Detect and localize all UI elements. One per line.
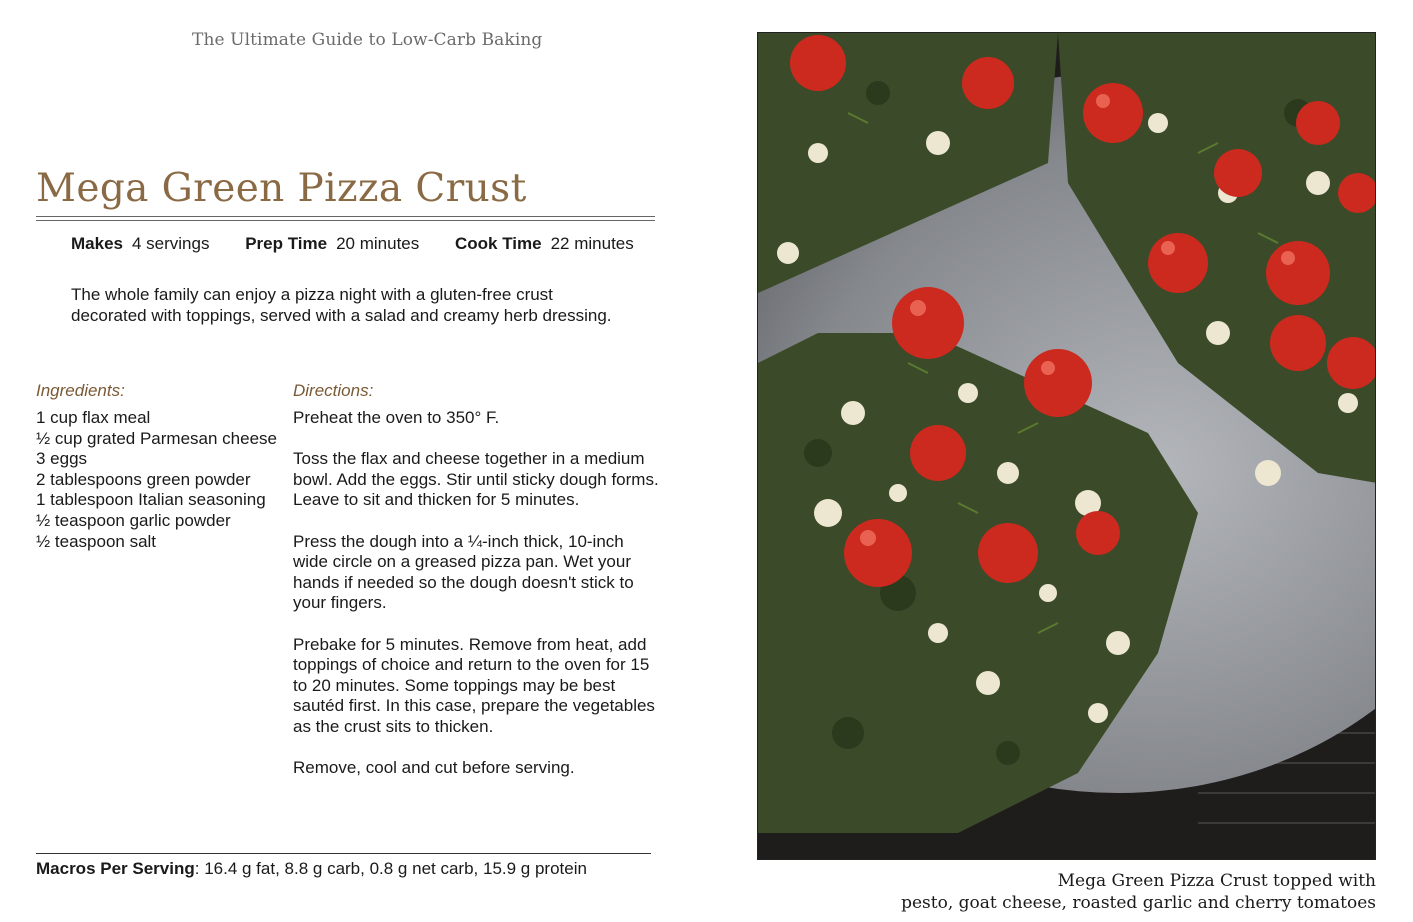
macros-line [36,859,587,879]
makes-group [71,234,209,253]
recipe-title: Mega Green Pizza Crust [36,166,527,211]
ingredient-item: ½ teaspoon salt [36,531,157,551]
prep-value: 20 minutes [336,234,420,253]
pizza-illustration [758,33,1376,860]
makes-label: Makes [71,234,123,253]
direction-step: Prebake for 5 minutes. Remove from heat, add toppings of choice and return to the oven for 15 to 20 minutes. Some toppings may be best sautéd first. In this case, prepare the vegetables as the crust sits to thicken. [293,634,655,736]
ingredient-item: 1 tablespoon Italian seasoning [36,490,266,510]
caption-line: Mega Green Pizza Crust topped with [1057,871,1376,891]
ingredient-item: 2 tablespoons green powder [36,469,251,489]
recipe-meta [71,234,634,254]
direction-step: Remove, cool and cut before serving. [293,758,575,778]
direction-step: Toss the flax and cheese together in a medium bowl. Add the eggs. Stir until sticky dough forms. Leave to sit and thicken for 5 minutes. [293,449,659,510]
title-divider [36,216,655,217]
title-divider [36,220,655,221]
makes-value: 4 servings [131,234,210,253]
running-header: The Ultimate Guide to Low-Carb Baking [192,30,543,50]
cook-label: Cook Time [455,234,542,253]
direction-step: Preheat the oven to 350° F. [293,408,500,427]
pizza-photo [757,32,1376,860]
cook-group [455,234,634,253]
macros-divider [36,853,651,854]
prep-group [245,234,419,253]
recipe-intro: The whole family can enjoy a pizza night with a gluten-free crust decorated with toppings, served with a salad and creamy herb dressing. [71,285,612,325]
ingredient-item: ½ teaspoon garlic powder [36,510,231,530]
direction-step: Press the dough into a ¼-inch thick, 10-inch wide circle on a greased pizza pan. Wet your hands if needed so the dough doesn't stick to your fingers. [293,531,634,613]
macros-label: Macros Per Serving [36,859,195,878]
directions-heading: Directions: [293,381,374,400]
prep-label: Prep Time [245,234,328,253]
macros-value: : 16.4 g fat, 8.8 g carb, 0.8 g net carb, 15.9 g protein [194,859,587,878]
ingredient-item: 1 cup flax meal [36,408,151,427]
ingredient-item: 3 eggs [36,449,88,469]
photo-caption [901,870,1376,914]
ingredients-list [36,408,286,552]
directions-list [293,408,661,799]
ingredient-item: ½ cup grated Parmesan cheese [36,428,277,448]
caption-line: pesto, goat cheese, roasted garlic and cherry tomatoes [901,893,1376,913]
cook-value: 22 minutes [550,234,634,253]
ingredients-heading: Ingredients: [36,381,125,400]
